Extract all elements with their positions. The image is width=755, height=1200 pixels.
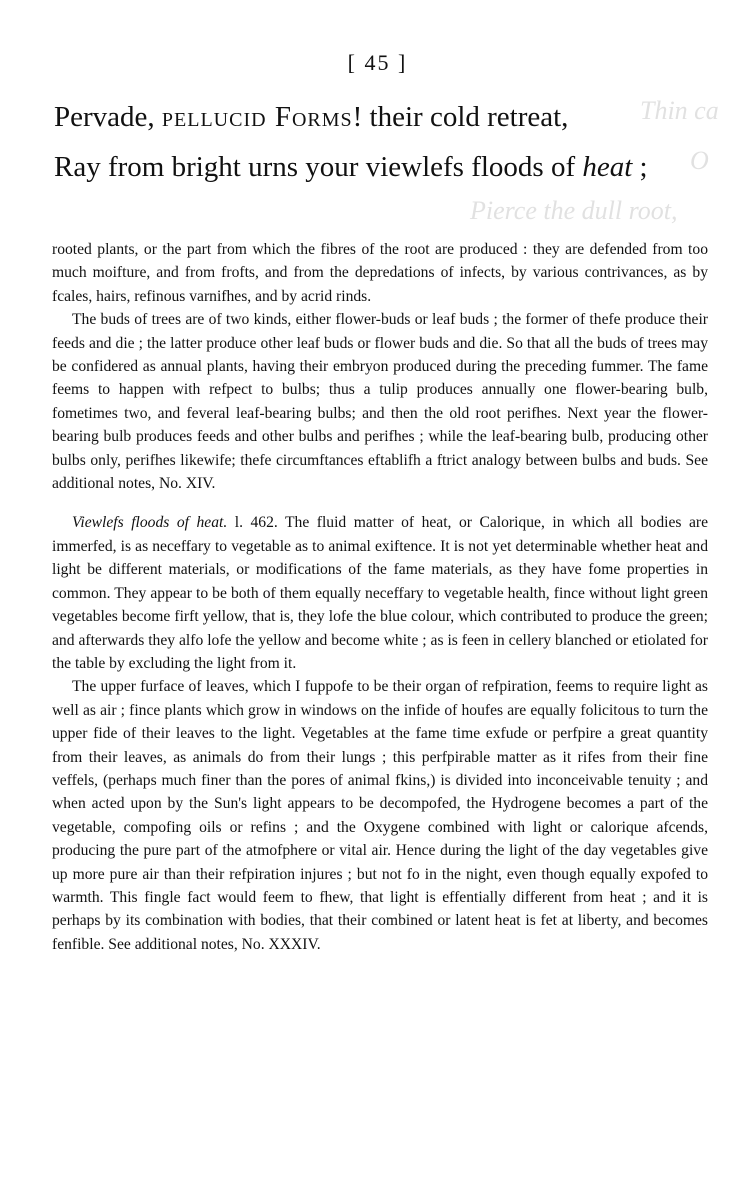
note-text: l. 462. The fluid matter of heat, or Calorique, in which all bodies are immerfed, is as neceffary to vegetable as to animal exiftence. It is not yet determinable whether heat and light be different materials, or modifications of the fame materials, as they have fome properties in common. They appear to be both of them equally neceffary to vegetable health, fince without light green vegetables become firft yellow, that is, they lofe the blue colour, which contributed to produce the green; and afterwards they alfo lofe the yellow and become white ; as is feen in cellery blanched or etiolated for the table by excluding the light from it. [52,514,708,672]
bleed-through-text: O [690,146,709,175]
verse-line-2 [54,146,648,188]
page-number: [ 45 ] [347,50,408,75]
note-paragraph [52,511,708,675]
verse-text: Pervade, [54,101,162,133]
note-paragraph: rooted plants, or the part from which the fibres of the root are produced : they are defended from too much moifture, and from frofts, and from the depredations of infects, by various contrivances, as by fcales, hairs, refinous varnifhes, and by acrid rinds. [52,241,708,305]
verse-italic: heat [582,151,633,183]
bleed-through-text: Thin ca [640,96,719,125]
verse-line-1 [54,96,568,138]
verse-text: Ray from bright urns your viewlefs floods of [54,151,583,183]
note-paragraph: The upper furface of leaves, which I fuppofe to be their organ of refpiration, feems to require light as well as air ; fince plants which grow in windows on the infide of houfes are equally folicitous to turn the upper fide of their leaves to the light. Vegetables at the fame time exfude or perfpire a great quantity from their leaves, as animals do from their lungs ; this perfpirable matter as it rifes from their fine veffels, (perhaps much finer than the pores of animal fkins,) is divided into inconceivable tenuity ; and when acted upon by the Sun's light appears to be decompofed, the Hydrogene becomes a part of the vegetable, compofing oils or refins ; and the Oxygene combined with light or calorique afcends, producing the pure part of the atmofphere or vital air. Hence during the light of the day vegetables give up more pure air than their refpiration injures ; but not fo in the night, even though equally expofed to warmth. This fingle fact would feem to fhew, that light is effentially different from heat ; and it is perhaps by its combination with bodies, that their combined or latent heat is fet at liberty, and becomes fenfible. See additional notes, No. XXXIV. [52,678,708,953]
verse-text: ; [632,151,648,183]
bleed-through-text: Pierce the dull root, [470,196,678,225]
footnotes [52,238,708,956]
verse-text: ! their cold retreat, [352,101,569,133]
note-paragraph: The buds of trees are of two kinds, either flower-buds or leaf buds ; the former of thefe produce their feeds and die ; the latter produce other leaf buds or flower buds and die. So that all the buds of trees may be confidered as annual plants, having their embryon produced during the preceding fummer. The fame feems to happen with refpect to bulbs; thus a tulip produces annually one flower-bearing bulb, fometimes two, and feveral leaf-bearing bulbs; and then the old root perifhes. Next year the flower-bearing bulb produces feeds and other bulbs and perifhes ; while the leaf-bearing bulb, producing other bulbs only, perifhes likewife; thefe circumftances eftablifh a ftrict analogy between bulbs and buds. See additional notes, No. XIV. [52,311,708,493]
note-heading: Viewlefs floods of heat. [72,514,228,532]
verse-small-caps: pellucid Forms [161,101,353,133]
